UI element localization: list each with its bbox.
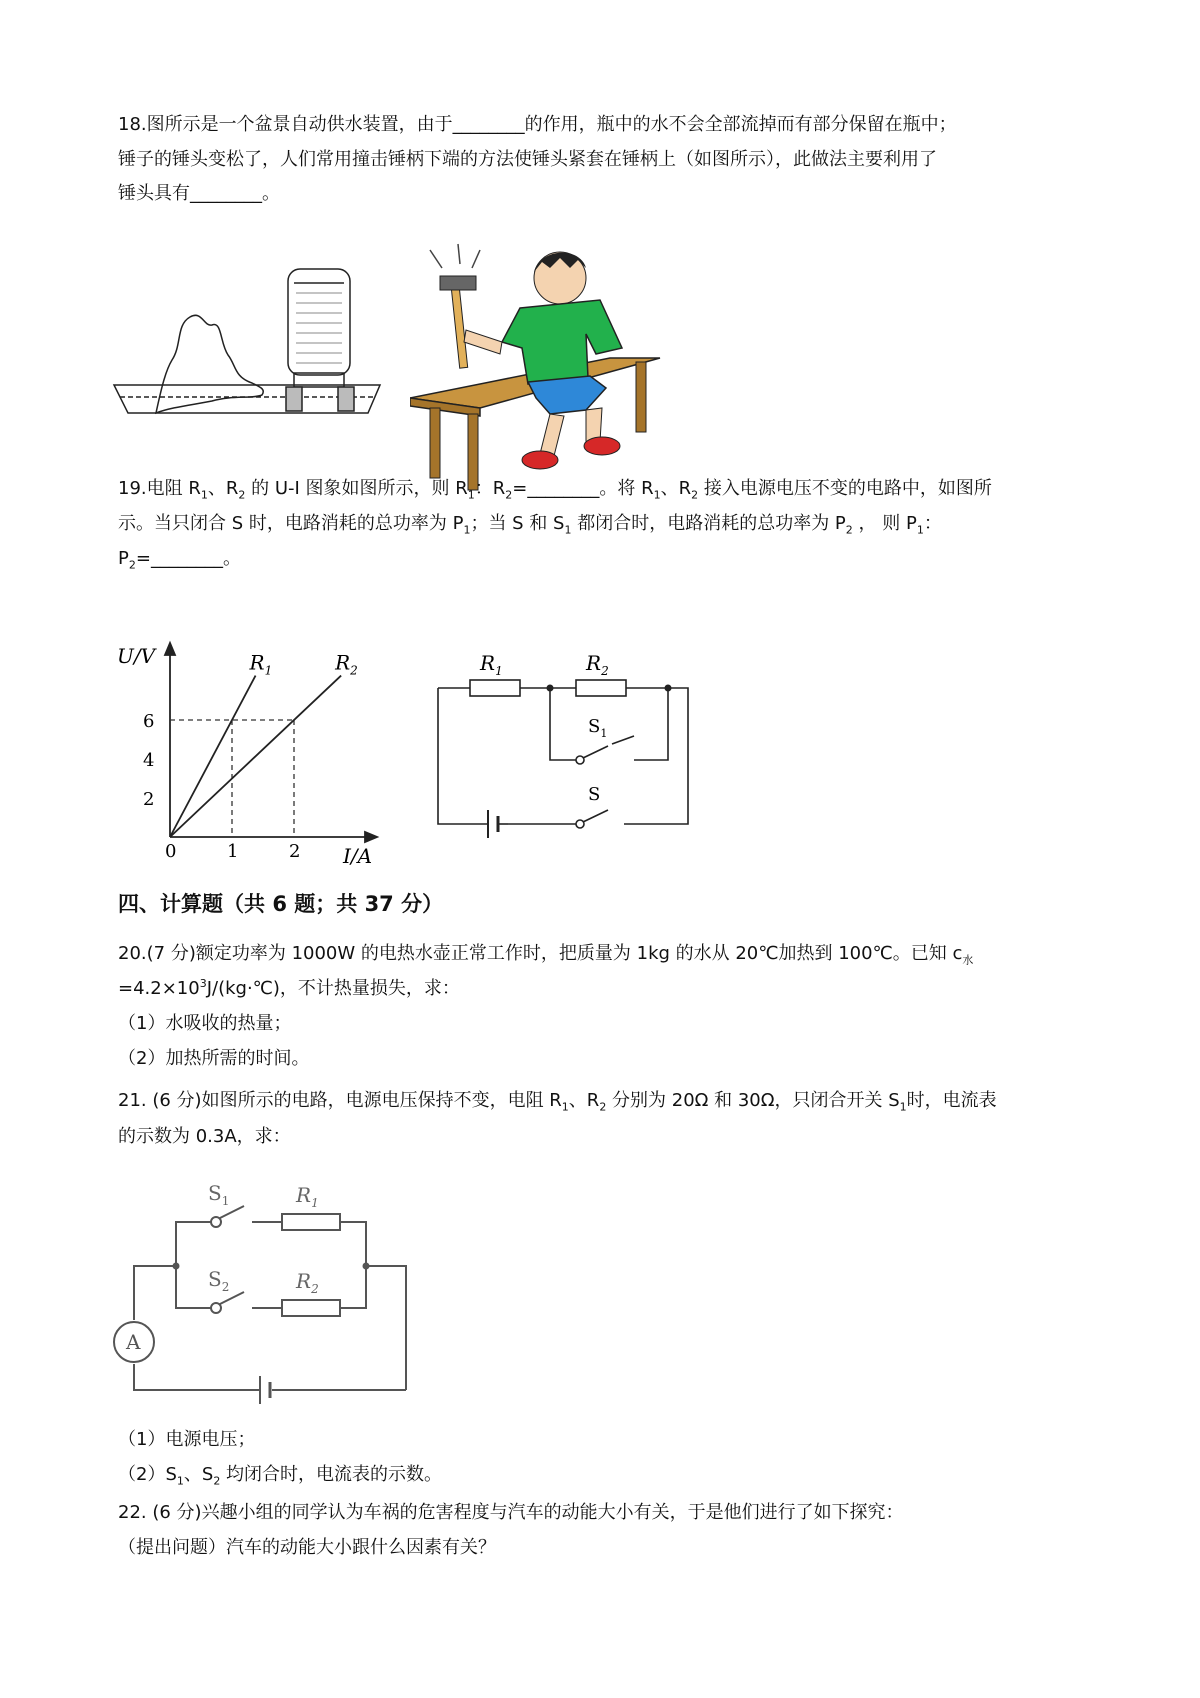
q22-line-2: （提出问题）汽车的动能大小跟什么因素有关？ bbox=[118, 1537, 496, 1558]
series-line-r1 bbox=[170, 676, 256, 837]
q21-part-2: $(2)S_1$、$S_2$ 均闭合时，电流表的示数。 bbox=[118, 1464, 443, 1488]
person-shorts bbox=[528, 376, 606, 414]
u-i-graph bbox=[115, 635, 390, 865]
x-tick-label: 2 bbox=[289, 841, 301, 862]
q20-part-2: （2）加热所需的时间。 bbox=[118, 1048, 310, 1069]
q19-line-3: $P_2=\_\_\_\_\_\_\_\_$。 bbox=[118, 548, 241, 572]
x-axis-label: I/A bbox=[343, 844, 373, 865]
r2-label: $R_2$ bbox=[296, 1269, 319, 1296]
bottle bbox=[288, 269, 350, 375]
switch-s bbox=[583, 810, 608, 822]
y-axis-label: U/V bbox=[117, 644, 156, 668]
resistor-r1 bbox=[282, 1214, 340, 1230]
series-label-r2: $R_2$ bbox=[335, 650, 358, 678]
s1-label: $S_1$ bbox=[208, 1181, 230, 1208]
q18-line-3: 锤头具有________。 bbox=[118, 183, 280, 204]
q21-part-1: （1）电源电压； bbox=[118, 1429, 256, 1450]
r2-label: $R_2$ bbox=[586, 651, 609, 678]
switch-s1-pivot bbox=[576, 756, 584, 764]
s1-label: $S_1$ bbox=[588, 716, 608, 740]
y-tick-label: 2 bbox=[143, 789, 155, 810]
ammeter-label: A bbox=[126, 1330, 141, 1354]
x-tick-label: 1 bbox=[227, 841, 239, 862]
bonsai-rock bbox=[156, 315, 263, 413]
switch-s-pivot bbox=[576, 820, 584, 828]
q20-part-1: （1）水吸收的热量； bbox=[118, 1013, 292, 1034]
q18-line-2: 锤子的锤头变松了，人们常用撞击锤柄下端的方法使锤头紧套在锤柄上（如图所示），此做法主要利用了 bbox=[118, 149, 937, 170]
q20-line-2: $=4.2\times 10^3J/(kg\cdot℃)$，不计热量损失，求： bbox=[118, 977, 460, 999]
y-tick-label: 4 bbox=[143, 750, 155, 771]
s2-label: $S_2$ bbox=[208, 1267, 230, 1294]
q20-line-1: 20.(7 分)额定功率为 1000W 的电热水壶正常工作时，把质量为 1kg 的水从 20℃加热到 100℃。已知 $c_水$ bbox=[118, 943, 974, 967]
r1-label: $R_1$ bbox=[480, 651, 503, 678]
r1-label: $R_1$ bbox=[296, 1183, 319, 1210]
section-heading: 四、计算题（共 6 题；共 37 分） bbox=[118, 892, 444, 916]
series-label-r1: $R_1$ bbox=[249, 650, 273, 678]
q19-line-1: 19.电阻 $R_1$、$R_2$ 的 U-I 图象如图所示，则 $R_1$：$R_2=\_\_\_\_\_\_\_\_$。将 $R_1$、$R_2$ 接入电源电压不变的电路中，如图所 bbox=[118, 478, 992, 502]
hammer-handle bbox=[450, 278, 467, 368]
q21-line-2: 的示数为 0.3A，求： bbox=[118, 1126, 291, 1147]
q21-circuit bbox=[112, 1170, 422, 1405]
y-tick-label: 6 bbox=[143, 711, 155, 732]
q19-circuit bbox=[428, 640, 708, 850]
origin-label: 0 bbox=[165, 841, 177, 862]
bench-leg bbox=[430, 408, 440, 478]
q18-line-1: 18.图所示是一个盆景自动供水装置，由于________的作用，瓶中的水不会全部流掉而有部分保留在瓶中； bbox=[118, 114, 957, 135]
hammer-bench-figure bbox=[410, 238, 668, 496]
q19-line-2: 示。当只闭合 S 时，电路消耗的总功率为 $P_1$；当 S 和 $S_1$ 都闭合时，电路消耗的总功率为 $P_2$ ， 则 $P_1$： bbox=[118, 513, 942, 537]
hammer-head bbox=[440, 276, 476, 290]
resistor-r2 bbox=[576, 680, 626, 696]
switch-s1 bbox=[583, 746, 608, 758]
q21-line-1: 21. (6 分)如图所示的电路，电源电压保持不变，电阻 $R_1$、$R_2$ 分别为 20Ω 和 30Ω，只闭合开关 $S_1$时，电流表 bbox=[118, 1090, 997, 1114]
resistor-r1 bbox=[470, 680, 520, 696]
s-label: S bbox=[588, 784, 601, 805]
series-line-r2 bbox=[170, 676, 341, 837]
q22-line-1: 22. (6 分)兴趣小组的同学认为车祸的危害程度与汽车的动能大小有关，于是他们进行了如下探究： bbox=[118, 1502, 904, 1523]
bonsai-water-supply-figure bbox=[112, 265, 384, 440]
resistor-r2 bbox=[282, 1300, 340, 1316]
